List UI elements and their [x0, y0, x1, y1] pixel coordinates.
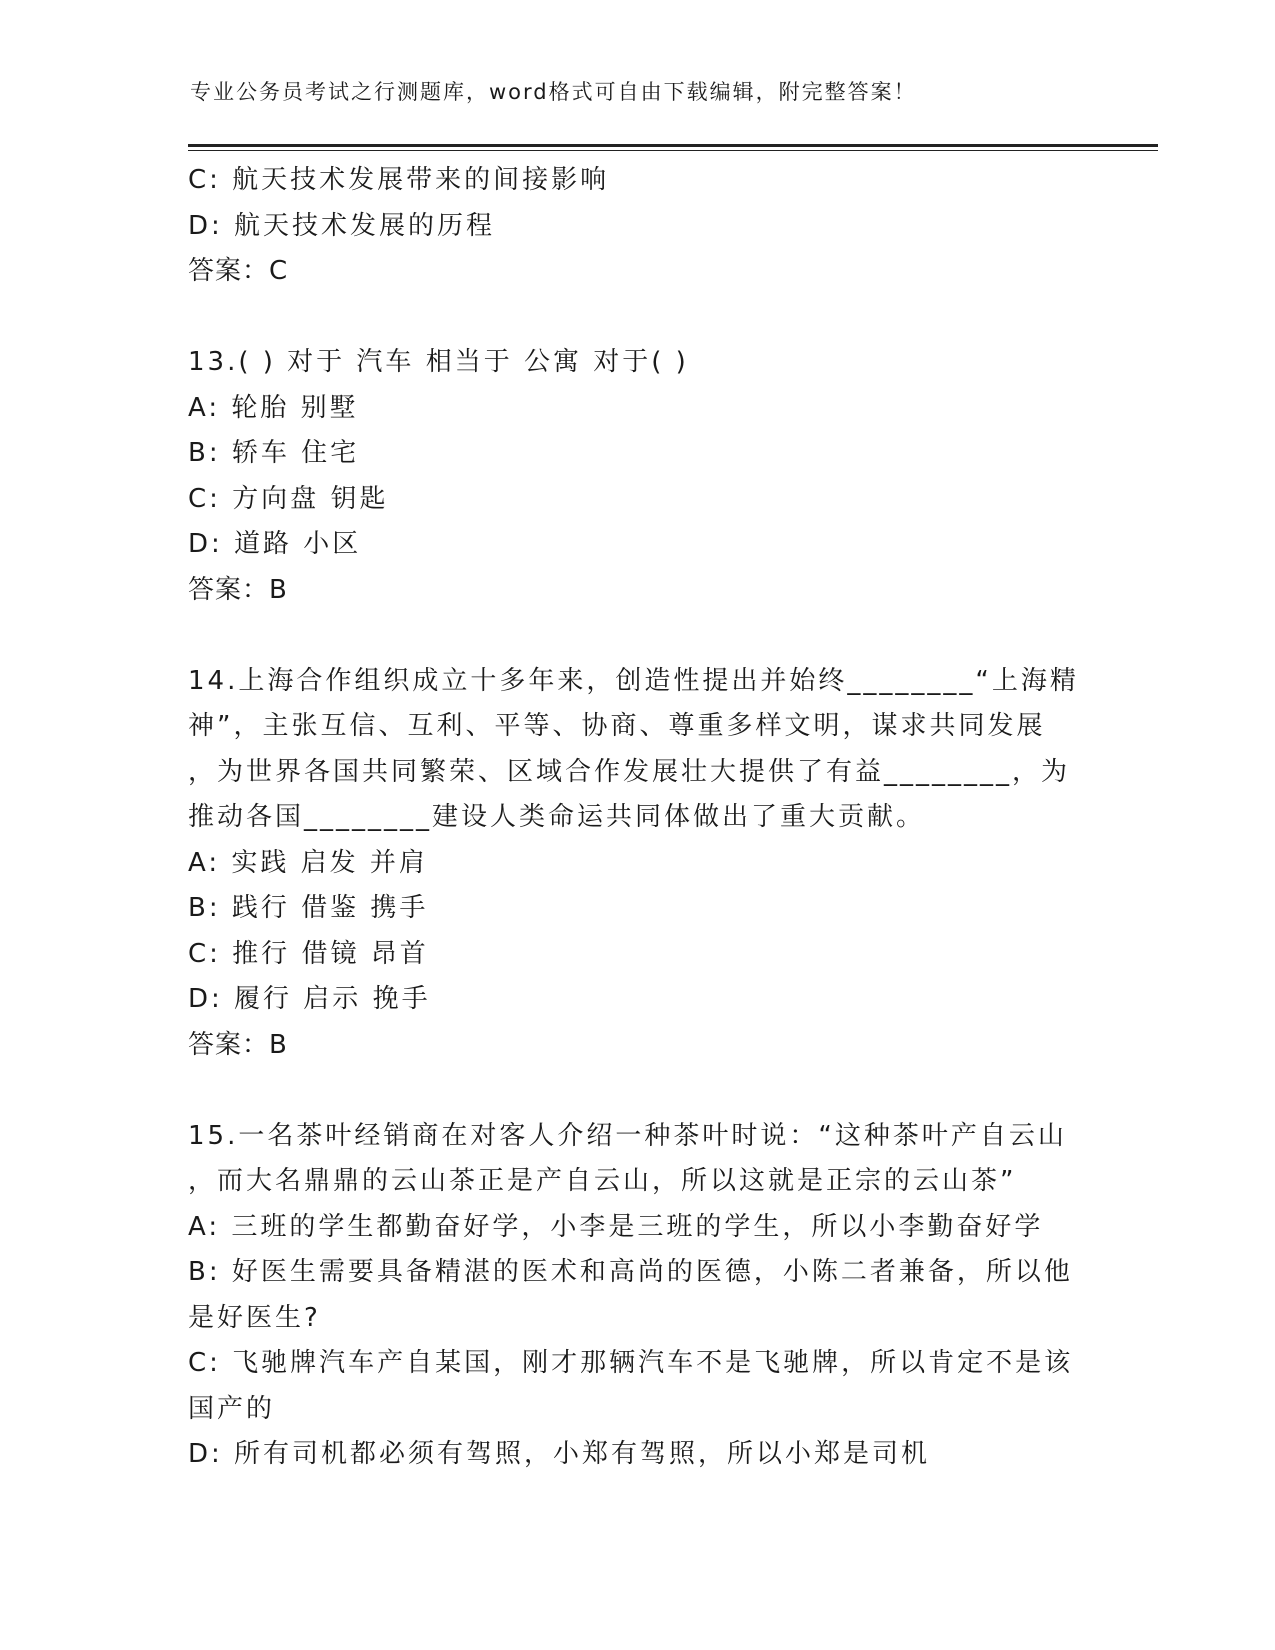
question-14-answer: 答案：B	[188, 1029, 288, 1060]
question-14-stem-line: 14.上海合作组织成立十多年来，创造性提出并始终________“上海精	[188, 665, 1079, 696]
answer: 答案：C	[188, 256, 289, 286]
question-15-stem-line: ，而大名鼎鼎的云山茶正是产自云山，所以这就是正宗的云山茶”	[188, 1166, 1017, 1196]
question-15-option-c: C: 飞驰牌汽车产自某国，刚才那辆汽车不是飞驰牌，所以肯定不是该	[188, 1348, 1074, 1378]
question-14-option-c: C: 推行 借镜 昂首	[188, 938, 429, 969]
header-rule-thin	[188, 150, 1158, 151]
spacer	[188, 295, 1088, 341]
question-15-option-b: B: 好医生需要具备精湛的医术和高尚的医德，小陈二者兼备，所以他	[188, 1257, 1073, 1287]
question-15-option-d: D: 所有司机都必须有驾照，小郑有驾照，所以小郑是司机	[188, 1439, 931, 1469]
question-15-stem-line: 15.一名茶叶经销商在对客人介绍一种茶叶时说：“这种茶叶产自云山	[188, 1120, 1067, 1151]
option-c: C: 航天技术发展带来的间接影响	[188, 165, 610, 195]
question-14-option-b: B: 践行 借鉴 携手	[188, 893, 429, 923]
question-15-option-a: A: 三班的学生都勤奋好学，小李是三班的学生，所以小李勤奋好学	[188, 1211, 1044, 1242]
question-13-option-b: B: 轿车 住宅	[188, 438, 360, 468]
question-14-option-d: D: 履行 启示 挽手	[188, 984, 431, 1014]
question-content	[188, 158, 1088, 1478]
question-13-option-c: C: 方向盘 钥匙	[188, 483, 389, 514]
question-15-option-b-cont: 是好医生?	[188, 1302, 321, 1333]
question-13-option-d: D: 道路 小区	[188, 529, 362, 559]
question-13-option-a: A: 轮胎 别墅	[188, 392, 359, 423]
header-rule-thick	[188, 144, 1158, 147]
page-header: 专业公务员考试之行测题库，word格式可自由下载编辑，附完整答案！	[190, 80, 917, 104]
question-14-stem-line: ，为世界各国共同繁荣、区域合作发展壮大提供了有益________，为	[188, 756, 1071, 787]
question-15-option-c-cont: 国产的	[188, 1393, 276, 1424]
question-14-stem-line: 神”，主张互信、互利、平等、协商、尊重多样文明，谋求共同发展	[188, 711, 1046, 741]
question-13-stem: 13.( ) 对于 汽车 相当于 公寓 对于( )	[188, 347, 689, 377]
spacer	[188, 613, 1088, 659]
spacer	[188, 1068, 1088, 1114]
option-d: D: 航天技术发展的历程	[188, 210, 496, 241]
question-14-stem-line: 推动各国________建设人类命运共同体做出了重大贡献。	[188, 802, 926, 832]
question-14-option-a: A: 实践 启发 并肩	[188, 847, 428, 878]
question-13-answer: 答案：B	[188, 574, 288, 605]
